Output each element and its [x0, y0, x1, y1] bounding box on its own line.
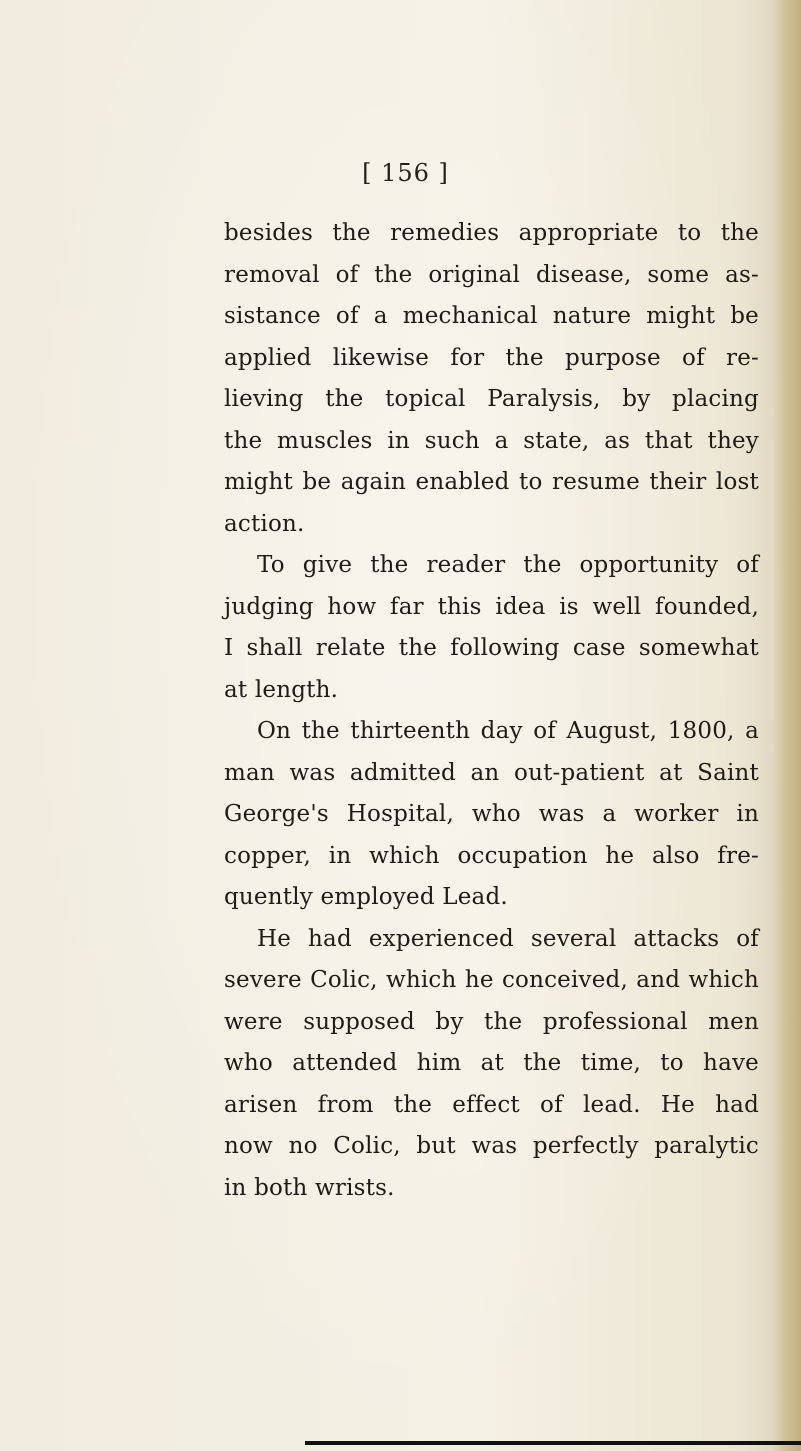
text-line: On the thirteenth day of August, 1800, a: [257, 718, 759, 744]
text-line: man was admitted an out-patient at Saint: [224, 759, 759, 786]
text-line: now no Colic, but was perfectly paralytic: [224, 1133, 759, 1159]
text-line: He had experienced several attacks of: [257, 925, 759, 952]
text-line: at length.: [224, 676, 339, 703]
body-text: [224, 213, 759, 1209]
text-line: might be again enabled to resume their lost: [224, 469, 759, 495]
text-line: the muscles in such a state, as that they: [224, 427, 759, 454]
text-line: quently employed Lead.: [224, 884, 508, 910]
text-line: severe Colic, which he conceived, and which: [224, 967, 759, 993]
page-edge-shadow: [773, 0, 801, 1451]
text-line: I shall relate the following case somewhat: [224, 635, 759, 661]
bottom-rule: [305, 1441, 801, 1445]
text-line: who attended him at the time, to have: [224, 1050, 759, 1076]
text-line: in both wrists.: [224, 1174, 395, 1201]
page-number-header: [ 156 ]: [362, 159, 449, 187]
text-line: To give the reader the opportunity of: [257, 552, 759, 578]
text-line: judging how far this idea is well founded,: [224, 593, 759, 620]
text-line: sistance of a mechanical nature might be: [224, 303, 759, 329]
text-line: removal of the original disease, some as-: [224, 261, 759, 288]
text-line: George's Hospital, who was a worker in: [224, 801, 759, 827]
text-line: lieving the topical Paralysis, by placing: [224, 386, 759, 412]
text-line: copper, in which occupation he also fre-: [224, 842, 759, 869]
text-line: were supposed by the professional men: [224, 1008, 759, 1035]
text-line: action.: [224, 510, 305, 537]
text-line: besides the remedies appropriate to the: [224, 220, 759, 246]
text-line: arisen from the effect of lead. He had: [224, 1091, 759, 1118]
text-line: applied likewise for the purpose of re-: [224, 344, 759, 371]
